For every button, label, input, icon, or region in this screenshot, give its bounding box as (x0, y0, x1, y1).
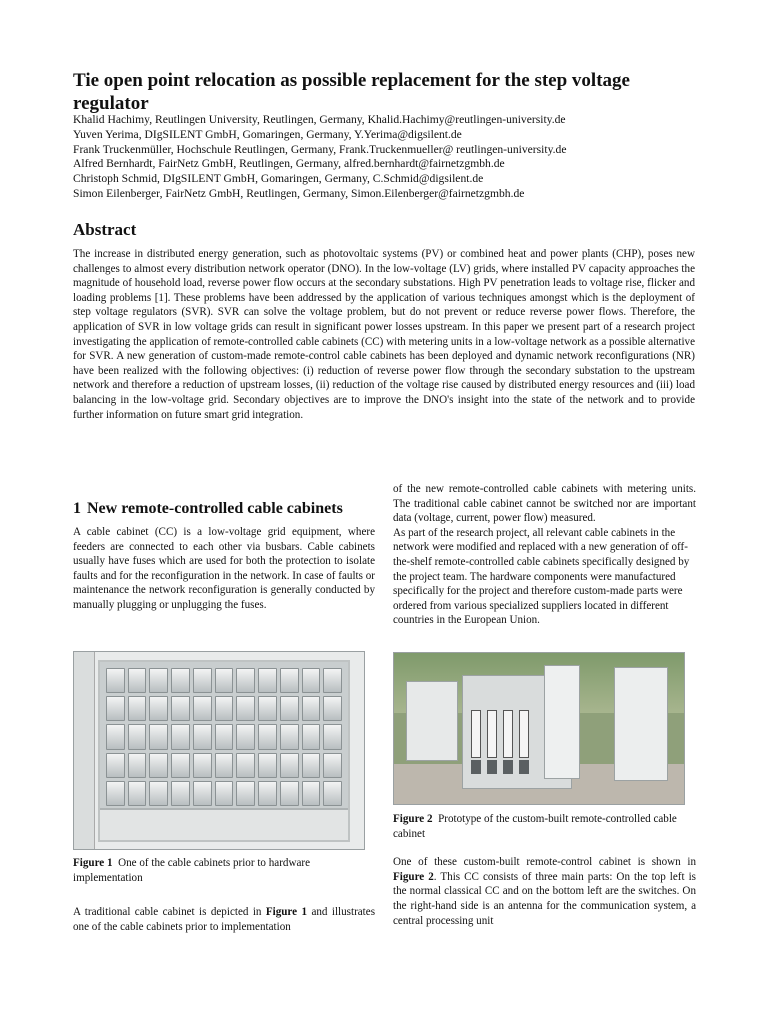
fuse (149, 753, 168, 778)
fuse (171, 724, 190, 749)
fuse (302, 668, 321, 693)
fuse (323, 781, 342, 806)
left-column (73, 498, 375, 613)
section-number: 1 (73, 500, 81, 517)
fuse (128, 781, 147, 806)
figure-1-caption-text: One of the cable cabinets prior to hardware implementation (73, 857, 310, 884)
switch-unit (471, 710, 481, 758)
right-paragraph-2: As part of the research project, all relevant cable cabinets in the network were modified and replaced with a new generation of off-the-shelf remote-controlled cable cabinets specifically designed by the project team. The hardware components were manufactured specifically for the project and therefore custom-made parts were ordered from various specialized suppliers located in different countries in the European Union. (393, 526, 690, 627)
fuse (171, 753, 190, 778)
author-line: Frank Truckenmüller, Hochschule Reutlingen, Germany, Frank.Truckenmueller@ reutlingen-university.de (73, 142, 567, 156)
fuse (128, 696, 147, 721)
fuse (323, 696, 342, 721)
fuse (280, 724, 299, 749)
fuse (171, 781, 190, 806)
figure-2-caption (393, 812, 696, 841)
fuse (193, 724, 212, 749)
cabinet-middle-door (544, 665, 580, 779)
para-text: and illustrates one of the cable cabinets prior to implementation (73, 906, 376, 933)
fuse (323, 668, 342, 693)
figure-2-photo (393, 652, 685, 805)
meter-unit (471, 760, 481, 774)
meter-unit (487, 760, 497, 774)
abstract-text: The increase in distributed energy generation, such as photovoltaic systems (PV) or combined heat and power plants (CHP), poses new challenges to almost every distribution network operator (DNO). In the low-voltage (LV) grids, where installed PV capacity approaches the magnitude of household load, reverse power flow occurs at the secondary substations. High PV penetration leads to voltage rise, flicker and loading problems [1]. These problems have been addressed by the application of various techniques amongst which is the deployment of step voltage regulators (SVR). SVR can solve the voltage problem, but do not prevent or reduce reverse power flows. Therefore, the application of SVR in low voltage grids can result in significant power losses upstream. In this paper we present part of a research project investigating the application of remote-controlled cable cabinets (CC) with metering units in a low-voltage network as a possible alternative for SVR. A new generation of custom-made remote-control cable cabinets has been deployed and dynamic network reconfigurations (NR) have been realized with the following objectives: (i) reduction of reverse power flow through the secondary substation to the upstream network and therefore a reduction of upstream losses, (ii) reduction of the voltage rise caused by distributed energy resources and (iii) load balancing in the low-voltage grid. Secondary objectives are to improve the DNO's insight into the state of the network and to provide further information on future smart grid integration. (73, 248, 695, 421)
figure-2-label: Figure 2 (393, 813, 433, 825)
switch-unit (519, 710, 529, 758)
cabinet-base (100, 808, 348, 840)
fuse (149, 696, 168, 721)
fuse (302, 724, 321, 749)
fuse (171, 668, 190, 693)
fuse (215, 696, 234, 721)
fuse (280, 781, 299, 806)
fuse (215, 753, 234, 778)
para-text: One of these custom-built remote-control cabinet is shown in (393, 856, 696, 869)
fuse (323, 753, 342, 778)
cabinet-interior (98, 660, 350, 842)
fuse (193, 753, 212, 778)
fuse (302, 753, 321, 778)
fuse (302, 696, 321, 721)
fuse (258, 668, 277, 693)
section-paragraph: A cable cabinet (CC) is a low-voltage grid equipment, where feeders are connected to each other via busbars. Cable cabinets usually have fuses which are used for both the protection to isolate faults and for the reconfiguration in the network. In case of faults or maintenance the network reconfiguration is generally conducted by manually plugging or unplugging the fuses. (73, 526, 375, 611)
fuse (258, 781, 277, 806)
abstract-heading: Abstract (73, 220, 137, 239)
figure-1-photo (73, 651, 365, 850)
author-line: Alfred Bernhardt, FairNetz GmbH, Reutlingen, Germany, alfred.bernhardt@fairnetzgmbh.de (73, 157, 505, 171)
fuse (193, 696, 212, 721)
fuse (149, 781, 168, 806)
figure-1-caption-block (73, 856, 375, 934)
switch-unit (487, 710, 497, 758)
fuse (171, 696, 190, 721)
figure-reference[interactable]: Figure 2 (393, 870, 434, 883)
fuse (193, 668, 212, 693)
fuse (215, 781, 234, 806)
para-text: A traditional cable cabinet is depicted in (73, 906, 266, 919)
right-paragraph-3 (393, 855, 696, 928)
fuse (128, 668, 147, 693)
fuse (280, 753, 299, 778)
fuse (106, 668, 125, 693)
section-heading (73, 498, 375, 519)
figure-1-label: Figure 1 (73, 857, 113, 869)
author-line: Yuven Yerima, DIgSILENT GmbH, Gomaringen, Germany, Y.Yerima@digsilent.de (73, 127, 462, 141)
fuse (106, 781, 125, 806)
right-column (393, 482, 696, 628)
cabinet-door (74, 652, 95, 849)
fuse (236, 696, 255, 721)
meter-unit (519, 760, 529, 774)
fuse (215, 668, 234, 693)
section-paragraph-2 (73, 905, 375, 934)
fuse (323, 724, 342, 749)
author-line: Simon Eilenberger, FairNetz GmbH, Reutlingen, Germany, Simon.Eilenberger@fairnetzgmbh.de (73, 186, 525, 200)
fuse (302, 781, 321, 806)
fuse (280, 696, 299, 721)
section-title: New remote-controlled cable cabinets (87, 500, 343, 517)
fuse (280, 668, 299, 693)
figure-2-caption-block (393, 812, 696, 928)
paper-title: Tie open point relocation as possible replacement for the step voltage regulator (73, 70, 630, 114)
fuse (236, 668, 255, 693)
fuse (258, 753, 277, 778)
author-list (73, 113, 713, 202)
switch-unit (503, 710, 513, 758)
fuse (236, 724, 255, 749)
fuse (258, 724, 277, 749)
fuse (258, 696, 277, 721)
cabinet-left-door (406, 681, 458, 761)
figure-2-caption-text: Prototype of the custom-built remote-controlled cable cabinet (393, 813, 677, 840)
fuse (106, 696, 125, 721)
figure-1-caption (73, 856, 375, 885)
figure-reference[interactable]: Figure 1 (265, 906, 308, 919)
fuse (149, 724, 168, 749)
right-paragraph-1: of the new remote-controlled cable cabinets with metering units. The traditional cable cabinet cannot be switched nor are important data (voltage, current, power flow) measured. (393, 483, 696, 525)
author-line: Christoph Schmid, DIgSILENT GmbH, Gomaringen, Germany, C.Schmid@digsilent.de (73, 172, 484, 186)
fuse (215, 724, 234, 749)
fuse (106, 753, 125, 778)
meter-unit (503, 760, 513, 774)
fuse (149, 668, 168, 693)
fuse (236, 781, 255, 806)
author-line: Khalid Hachimy, Reutlingen University, Reutlingen, Germany, Khalid.Hachimy@reutlingen-university.de (73, 113, 566, 126)
fuse (193, 781, 212, 806)
fuse (236, 753, 255, 778)
fuse (106, 724, 125, 749)
fuse (128, 753, 147, 778)
fuse (128, 724, 147, 749)
cabinet-right-door (614, 667, 668, 781)
para-text: . This CC consists of three main parts: On the top left is the normal classical CC and on the bottom left are the switches. On the right-hand side is an antenna for the communication system, a central processing unit (393, 870, 696, 927)
fuse-grid (106, 668, 342, 806)
